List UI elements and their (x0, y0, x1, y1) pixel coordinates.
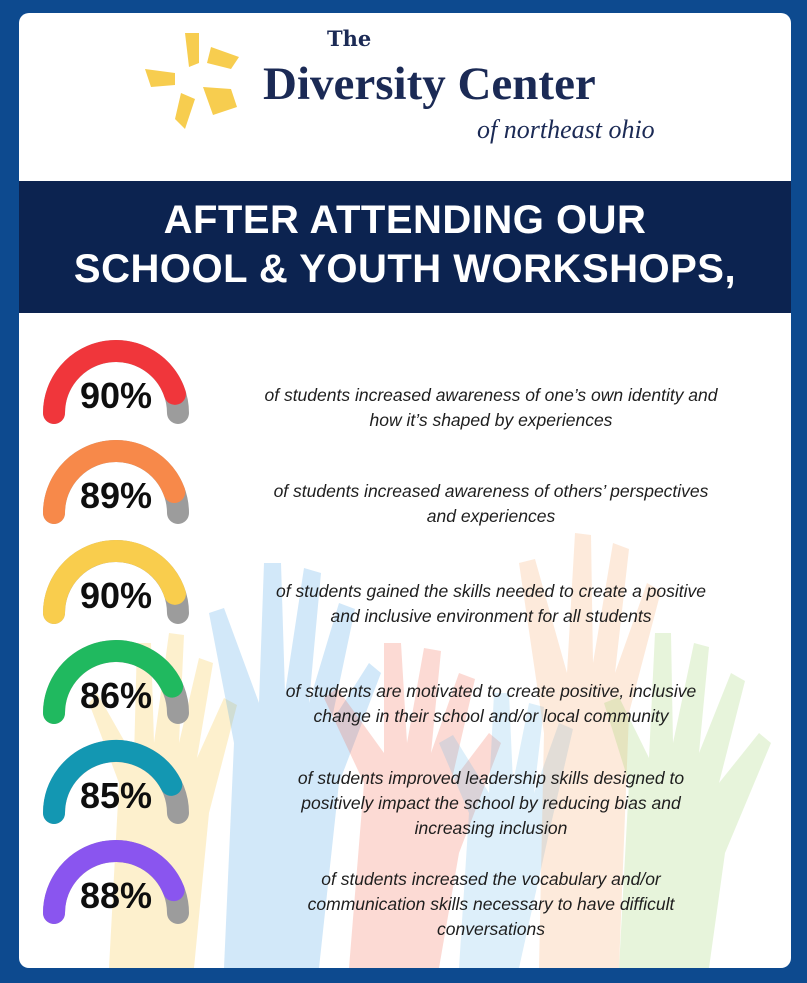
stat-description-line: of students increased the vocabulary and/or (321, 869, 661, 889)
stat-description (215, 867, 767, 942)
stat-percent: 85% (79, 775, 153, 816)
header (19, 13, 791, 181)
logo-the: The (327, 26, 372, 51)
stat-row (19, 323, 791, 430)
stat-description (215, 479, 767, 529)
stat-description-line: of students gained the skills needed to create a positive (276, 581, 706, 601)
stat-description-line: communication skills necessary to have difficult (307, 894, 675, 914)
stat-description-line: how it’s shaped by experiences (369, 410, 613, 430)
stat-percent: 90% (79, 575, 153, 616)
stat-description-line: and experiences (426, 506, 556, 526)
stat-description-line: of students are motivated to create positive, inclusive (285, 681, 697, 701)
stat-description-line: of students increased awareness of one’s own identity and (264, 385, 718, 405)
sunburst-logo-icon (141, 27, 253, 139)
stat-percent: 89% (79, 475, 153, 516)
stats-section (19, 313, 791, 968)
stat-description-line: of students improved leadership skills designed to (297, 768, 685, 788)
stat-description (215, 679, 767, 729)
logo-subtitle: of northeast ohio (477, 115, 655, 144)
stat-percent: 86% (79, 675, 153, 716)
stat-description-line: change in their school and/or local community (313, 706, 669, 726)
stat-description-line: positively impact the school by reducing bias and (301, 793, 681, 813)
stat-row (19, 523, 791, 626)
infographic-card (19, 13, 791, 968)
stat-description-line: conversations (437, 919, 545, 939)
headline-line-2: SCHOOL & YOUTH WORKSHOPS, (73, 247, 737, 291)
stat-percent: 88% (79, 875, 153, 916)
stat-description-line: increasing inclusion (414, 818, 568, 838)
stat-description-line: of students increased awareness of others’ perspectives (273, 481, 709, 501)
stat-row (19, 823, 791, 939)
stat-percent: 90% (79, 375, 153, 416)
stat-row (19, 423, 791, 526)
stat-row (19, 723, 791, 838)
stat-row (19, 623, 791, 726)
stat-description-line: and inclusive environment for all students (330, 606, 652, 626)
stats-list (19, 313, 791, 968)
headline-banner (19, 181, 791, 313)
logo-name: Diversity Center (263, 58, 596, 110)
stat-description (215, 579, 767, 629)
headline-line-1: AFTER ATTENDING OUR (163, 198, 647, 242)
